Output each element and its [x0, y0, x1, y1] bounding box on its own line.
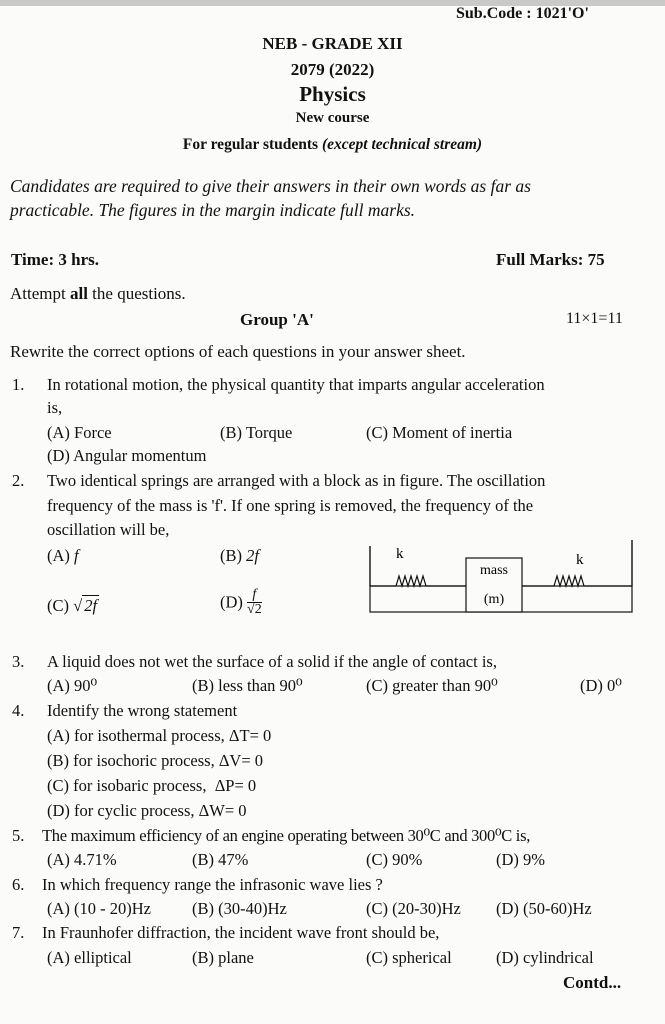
spring-mass-figure	[366, 538, 636, 616]
question-1-number: 1.	[12, 375, 25, 394]
question-2-line-3: oscillation will be,	[47, 520, 170, 539]
exam-year: 2079 (2022)	[290, 60, 375, 79]
q7-option-b: (B) plane	[192, 948, 254, 967]
q2-option-b-math: 2f	[246, 546, 259, 565]
q1-option-b: (B) Torque	[220, 423, 293, 442]
q6-option-c: (C) (20-30)Hz	[366, 899, 461, 918]
question-5-line-1: The maximum efficiency of an engine operating between 30⁰C and 300⁰C is,	[42, 826, 531, 845]
q7-option-a: (A) elliptical	[47, 948, 132, 967]
question-6-line-1: In which frequency range the infrasonic wave lies ?	[42, 875, 383, 894]
q3-option-b: (B) less than 90⁰	[192, 676, 303, 695]
q7-option-c: (C) spherical	[366, 948, 452, 967]
q4-option-d: (D) for cyclic process, ΔW= 0	[47, 801, 247, 820]
question-3-line-1: A liquid does not wet the surface of a solid if the angle of contact is,	[47, 652, 497, 671]
time-label: Time: 3 hrs.	[11, 250, 99, 269]
q7-option-d: (D) cylindrical	[496, 948, 594, 967]
mass-symbol: (m)	[483, 592, 505, 607]
question-5-number: 5.	[12, 826, 25, 845]
q2-option-d: (D) $\frac{f}{√2}$	[220, 587, 262, 617]
full-marks: Full Marks: 75	[496, 250, 605, 269]
mass-label: mass	[480, 563, 508, 578]
spring-constant-right: k	[576, 552, 584, 568]
subject-title: Physics	[299, 82, 366, 106]
q6-option-b: (B) (30-40)Hz	[192, 899, 287, 918]
continued-marker: Contd...	[563, 973, 622, 992]
attempt-post: the questions.	[87, 284, 186, 303]
q2-option-a-math: f	[74, 546, 79, 565]
q5-option-b: (B) 47%	[192, 850, 249, 869]
q5-option-d: (D) 9%	[496, 850, 546, 869]
board-title: NEB - GRADE XII	[262, 34, 403, 53]
attempt-all: all	[69, 284, 88, 303]
q4-option-b: (B) for isochoric process, ΔV= 0	[47, 751, 264, 770]
q1-option-d: (D) Angular momentum	[47, 446, 207, 465]
q6-option-a: (A) (10 - 20)Hz	[47, 899, 152, 918]
right-spring	[522, 576, 632, 586]
fraction-numerator: f	[247, 588, 262, 603]
course-type: New course	[295, 110, 370, 126]
q3-option-c: (C) greater than 90⁰	[366, 676, 498, 695]
instruction-line-1: Candidates are required to give their answers in their own words as far as	[10, 176, 531, 196]
question-4-number: 4.	[12, 701, 25, 720]
question-1-line-2: is,	[47, 398, 63, 417]
left-spring	[370, 576, 466, 586]
q3-option-d: (D) 0⁰	[580, 676, 622, 695]
question-7-number: 7.	[12, 923, 25, 942]
question-2-line-2: frequency of the mass is 'f'. If one spring is removed, the frequency of the	[47, 496, 534, 515]
q3-option-a: (A) 90⁰	[47, 676, 98, 695]
question-2-number: 2.	[12, 471, 25, 490]
question-6-number: 6.	[12, 875, 25, 894]
q5-option-c: (C) 90%	[366, 850, 423, 869]
instruction-line-2: practicable. The figures in the margin indicate full marks.	[10, 200, 416, 220]
sub-code: Sub.Code : 1021'O'	[456, 5, 589, 22]
spring-constant-left: k	[396, 546, 404, 562]
q1-option-c: (C) Moment of inertia	[366, 423, 513, 442]
fraction-denominator: √2	[247, 602, 262, 617]
q4-option-c: (C) for isobaric process, ΔP= 0	[47, 776, 257, 795]
group-direction: Rewrite the correct options of each questions in your answer sheet.	[10, 342, 466, 361]
audience-note: (except technical stream)	[321, 136, 483, 153]
audience-main: For regular students	[182, 136, 322, 153]
question-3-number: 3.	[12, 652, 25, 671]
sqrt-sign: √	[73, 596, 83, 615]
q2-option-c-math: 2f	[84, 596, 98, 615]
q2-option-c: (C) √ 2f	[47, 596, 98, 615]
attempt-pre: Attempt	[10, 284, 70, 303]
group-title: Group 'A'	[240, 310, 314, 329]
question-4-line-1: Identify the wrong statement	[47, 701, 238, 720]
question-1-line-1: In rotational motion, the physical quantity that imparts angular acceleration	[47, 375, 545, 394]
q1-option-a: (A) Force	[47, 423, 112, 442]
audience-line	[0, 136, 665, 154]
q4-option-a: (A) for isothermal process, ΔT= 0	[47, 726, 272, 745]
q2-option-b: (B) 2f	[220, 546, 259, 565]
q6-option-d: (D) (50-60)Hz	[496, 899, 592, 918]
group-marks: 11×1=11	[566, 310, 623, 327]
attempt-line	[10, 284, 186, 304]
q2-option-d-fraction	[247, 588, 262, 617]
q5-option-a: (A) 4.71%	[47, 850, 117, 869]
q2-option-a: (A) f	[47, 546, 79, 565]
question-7-line-1: In Fraunhofer diffraction, the incident wave front should be,	[42, 923, 440, 942]
question-2-line-1: Two identical springs are arranged with a block as in figure. The oscillation	[47, 471, 546, 490]
